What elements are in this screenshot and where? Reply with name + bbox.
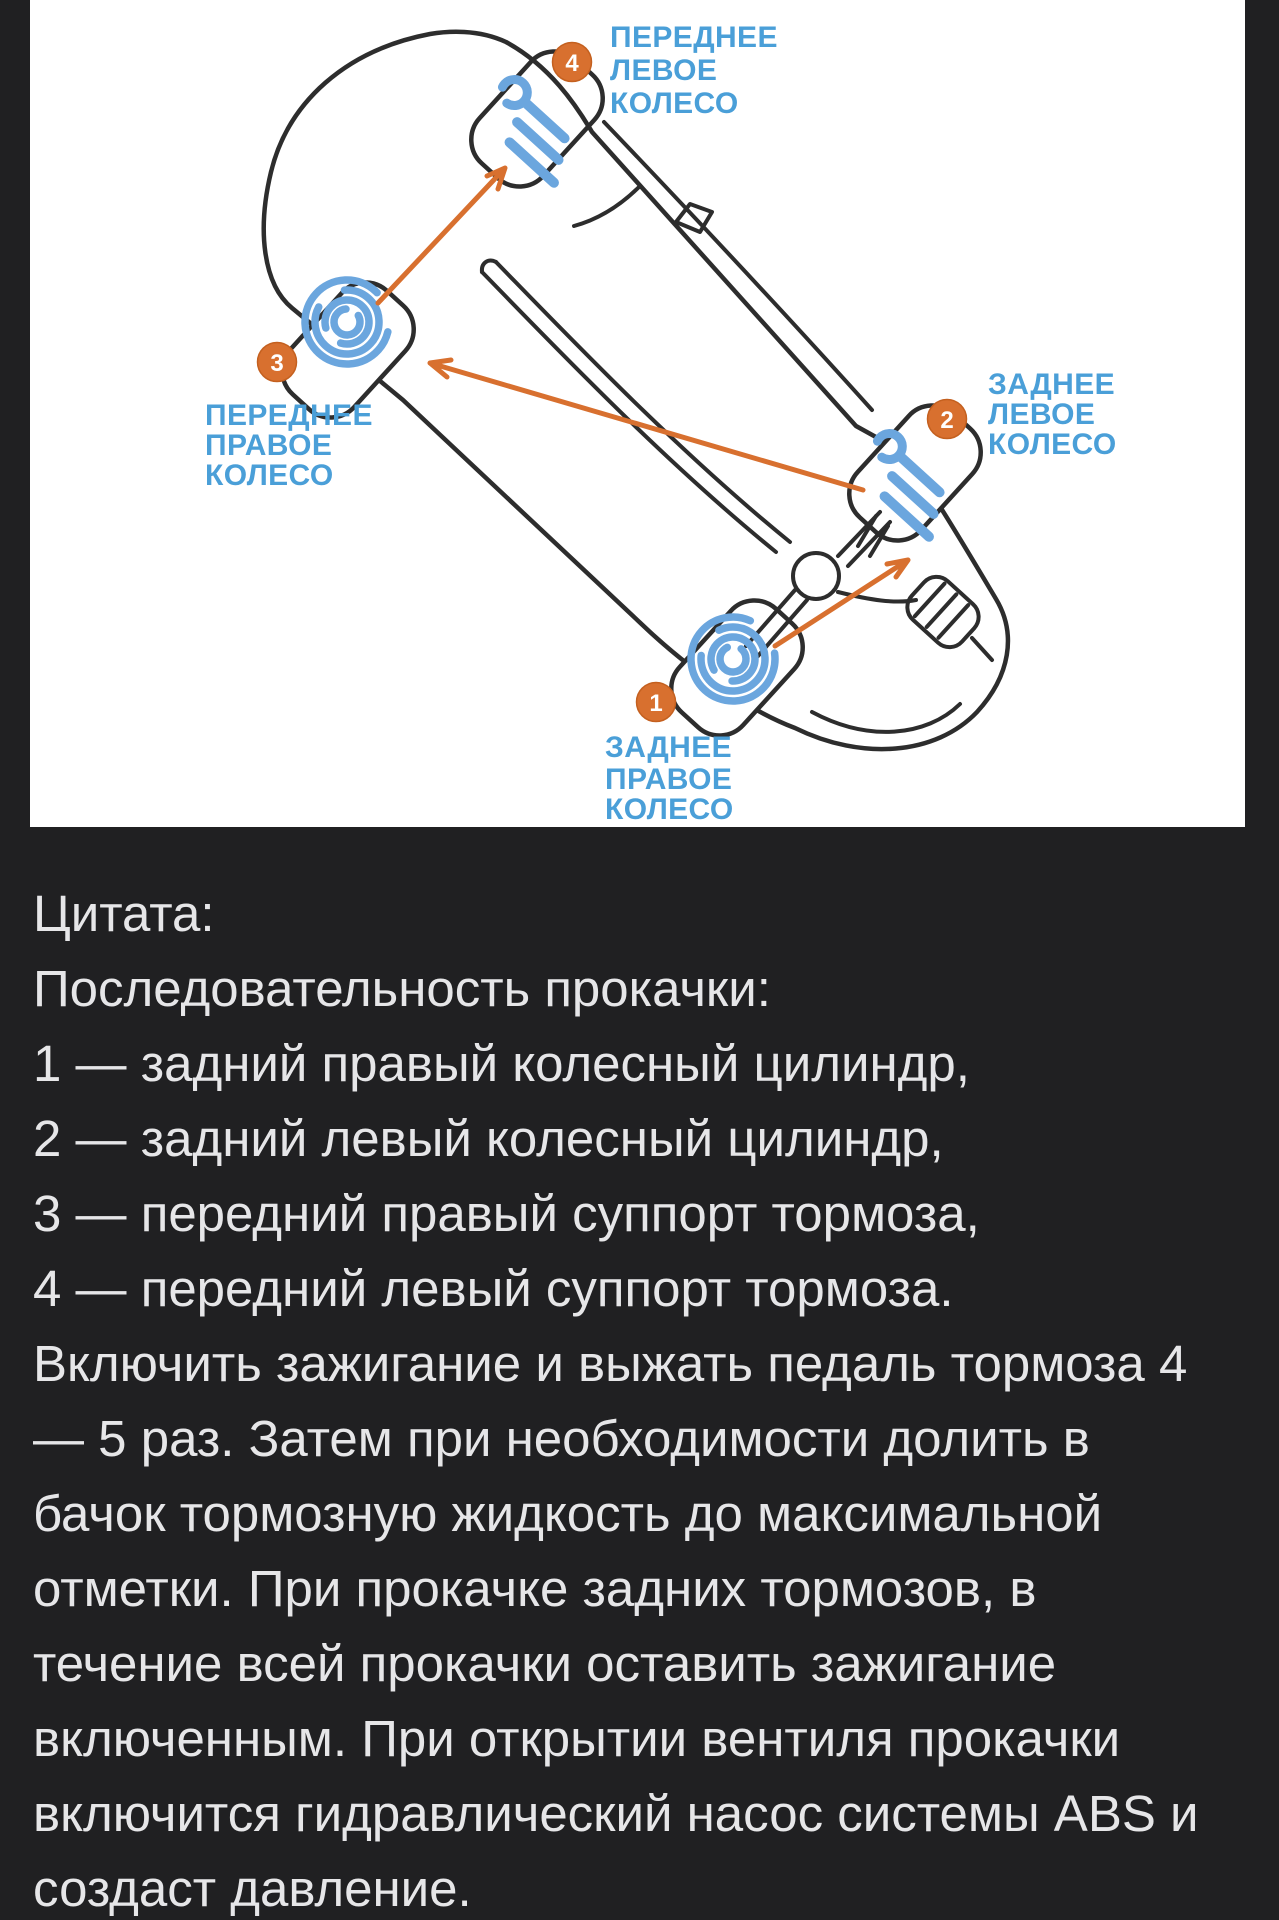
marker-number-2: 2 — [940, 407, 954, 434]
marker-number-1: 1 — [649, 690, 663, 717]
label-line: КОЛЕСО — [205, 459, 334, 492]
quote-line-body: Включить зажигание и выжать педаль тормоза 4 — [33, 1335, 1188, 1392]
label-line: ПЕРЕДНЕЕ — [610, 21, 778, 54]
sequence-arrow-3-to-4 — [378, 168, 505, 303]
label-line: ЛЕВОЕ — [610, 54, 718, 87]
car-body-outline — [264, 32, 1008, 749]
exhaust-pipe-cap — [482, 261, 496, 272]
label-line: ПРАВОЕ — [205, 429, 333, 462]
quote-line-step-2: 2 — задний левый колесный цилиндр, — [33, 1110, 944, 1167]
pipe-muffler-bumper — [972, 638, 992, 660]
quote-line-body: включенным. При открытии вентиля прокачки — [33, 1710, 1121, 1767]
label-line: ПРАВОЕ — [605, 763, 733, 796]
quote-line-body: создаст давление. — [33, 1860, 472, 1917]
label-line: ЗАДНЕЕ — [988, 368, 1116, 401]
windshield-line — [574, 186, 640, 226]
label-line: КОЛЕСО — [605, 793, 734, 826]
label-front-right-wheel — [205, 399, 373, 492]
door-sill-line — [604, 122, 872, 410]
diagram-panel — [30, 0, 1245, 827]
marker-2 — [928, 400, 967, 439]
marker-number-3: 3 — [270, 350, 284, 377]
quote-line-caption: Цитата: — [33, 885, 215, 942]
differential — [793, 553, 839, 599]
quote-line-body: течение всей прокачки оставить зажигание — [33, 1635, 1057, 1692]
marker-1 — [637, 683, 676, 722]
marker-3 — [258, 343, 297, 382]
sequence-arrow-2-to-3 — [430, 360, 863, 490]
brake-bleed-sequence-diagram — [30, 0, 1245, 827]
label-line: ПЕРЕДНЕЕ — [205, 399, 373, 432]
label-rear-right-wheel — [605, 731, 734, 826]
label-rear-left-wheel — [988, 368, 1117, 461]
quote-line-body: включится гидравлический насос системы ABS и — [33, 1785, 1199, 1842]
quote-line-heading: Последовательность прокачки: — [33, 960, 771, 1017]
exhaust-pipe-line — [482, 272, 776, 552]
label-line: КОЛЕСО — [610, 87, 739, 120]
quote-line-body: бачок тормозную жидкость до максимальной — [33, 1485, 1103, 1542]
marker-number-4: 4 — [565, 50, 579, 77]
quote-line-step-4: 4 — передний левый суппорт тормоза. — [33, 1260, 954, 1317]
quote-line-step-3: 3 — передний правый суппорт тормоза, — [33, 1185, 980, 1242]
quote-line-step-1: 1 — задний правый колесный цилиндр, — [33, 1035, 970, 1092]
label-front-left-wheel — [610, 21, 778, 120]
marker-4 — [553, 43, 592, 82]
quote-line-body: отметки. При прокачке задних тормозов, в — [33, 1560, 1037, 1617]
label-line: ЛЕВОЕ — [988, 398, 1096, 431]
bumper-inner-line — [812, 704, 960, 732]
label-line: КОЛЕСО — [988, 428, 1117, 461]
label-line: ЗАДНЕЕ — [605, 731, 733, 764]
quote-line-body: — 5 раз. Затем при необходимости долить в — [33, 1410, 1090, 1467]
quote-text-block — [0, 876, 1279, 1920]
